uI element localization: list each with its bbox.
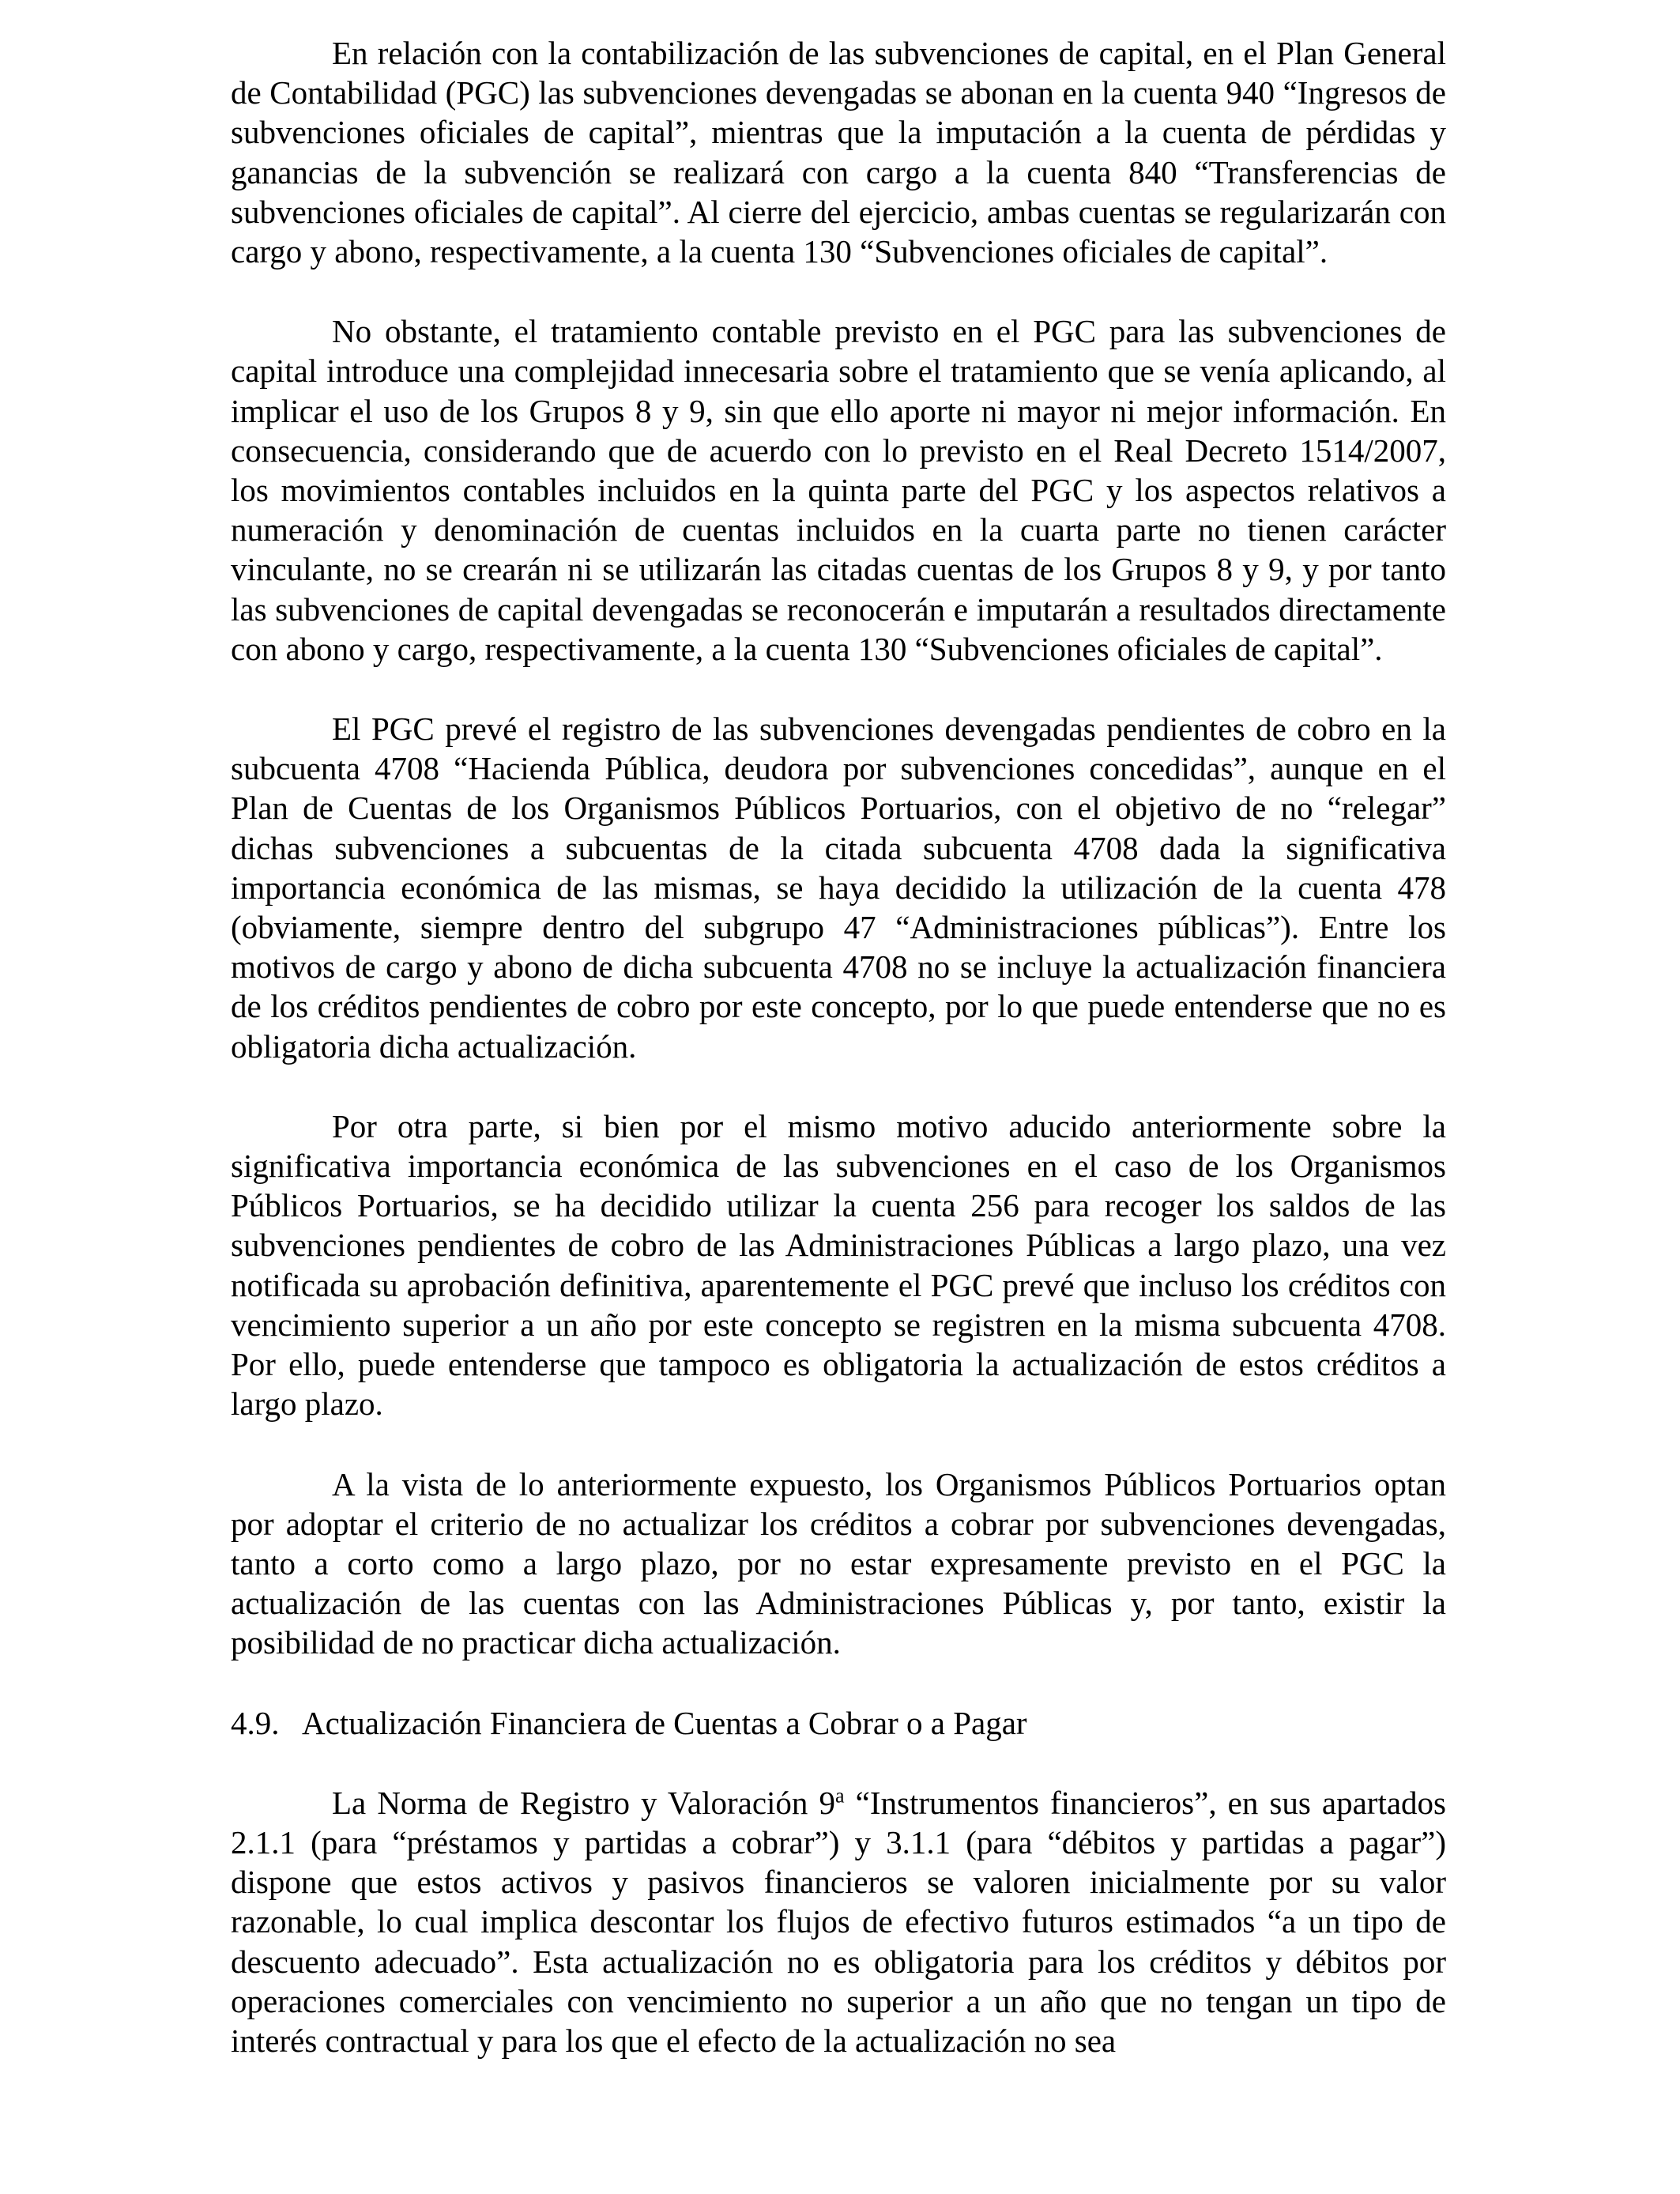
paragraph-registro-subcuenta-4708: El PGC prevé el registro de las subvenciones devengadas pendientes de cobro en la subcuenta 4708 “Hacienda Pública, deudora por subvenciones concedidas”, aunque en el Plan de Cuentas de los Organismos Públicos Portuarios, con el objetivo de no “relegar” dichas subvenciones a subcuentas de la citada subcuenta 4708 dada la significativa importancia económica de las mismas, se haya decidido la utilización de la cuenta 478 (obviamente, siempre dentro del subgrupo 47 “Administraciones públicas”). Entre los motivos de cargo y abono de dicha subcuenta 4708 no se incluye la actualización financiera de los créditos pendientes de cobro por este concepto, por lo que puede entenderse que no es obligatoria dicha actualización. xyxy=(231,711,1446,1065)
document-page xyxy=(231,33,1446,2060)
paragraph-criterio-no-actualizar: A la vista de lo anteriormente expuesto, los Organismos Públicos Portuarios optan por adoptar el criterio de no actualizar los créditos a cobrar por subvenciones devengadas, tanto a corto como a largo plazo, por no estar expresamente previsto en el PGC la actualización de las cuentas con las Administraciones Públicas y, por tanto, existir la posibilidad de no practicar dicha actualización. xyxy=(231,1465,1446,1661)
paragraph-tratamiento-contable: No obstante, el tratamiento contable previsto en el PGC para las subvenciones de capital introduce una complejidad innecesaria sobre el tratamiento que se venía aplicando, al implicar el uso de los Grupos 8 y 9, sin que ello aporte ni mayor ni mejor información. En consecuencia, considerando que de acuerdo con lo previsto en el Real Decreto 1514/2007, los movimientos contables incluidos en la quinta parte del PGC y los aspectos relativos a numeración y denominación de cuentas incluidos en la cuarta parte no tienen carácter vinculante, no se crearán ni se utilizarán las citadas cuentas de los Grupos 8 y 9, y por tanto las subvenciones de capital devengadas se reconocerán e imputarán a resultados directamente con abono y cargo, respectivamente, a la cuenta 130 “Subvenciones oficiales de capital”. xyxy=(231,313,1446,667)
ordinal-superscript: a xyxy=(835,1784,845,1808)
section-title: Actualización Financiera de Cuentas a Cobrar o a Pagar xyxy=(302,1704,1027,1741)
norma-text-rest: “Instrumentos financieros”, en sus apartados 2.1.1 (para “préstamos y partidas a cobrar”) y 3.1.1 (para “débitos y partidas a pagar”) dispone que estos activos y pasivos financieros se valoren inicialmente por su valor razonable, lo cual implica descontar los flujos de efectivo futuros estimados “a un tipo de descuento adecuado”. Esta actualización no es obligatoria para los créditos y débitos por operaciones comerciales con vencimiento no superior a un año que no tengan un tipo de interés contractual y para los que el efecto de la actualización no sea xyxy=(231,1784,1446,2059)
paragraph-norma-registro xyxy=(231,1783,1446,2060)
norma-text-start: La Norma de Registro y Valoración 9 xyxy=(332,1784,836,1821)
section-heading xyxy=(231,1703,1446,1743)
section-number: 4.9. xyxy=(231,1704,280,1741)
paragraph-cuenta-256: Por otra parte, si bien por el mismo motivo aducido anteriormente sobre la significativa importancia económica de las subvenciones en el caso de los Organismos Públicos Portuarios, se ha decidido utilizar la cuenta 256 para recoger los saldos de las subvenciones pendientes de cobro de las Administraciones Públicas a largo plazo, una vez notificada su aprobación definitiva, aparentemente el PGC prevé que incluso los créditos con vencimiento superior a un año por este concepto se registren en la misma subcuenta 4708. Por ello, puede entenderse que tampoco es obligatoria la actualización de estos créditos a largo plazo. xyxy=(231,1107,1446,1423)
paragraph-subvenciones-capital: En relación con la contabilización de las subvenciones de capital, en el Plan General de Contabilidad (PGC) las subvenciones devengadas se abonan en la cuenta 940 “Ingresos de subvenciones oficiales de capital”, mientras que la imputación a la cuenta de pérdidas y ganancias de la subvención se realizará con cargo a la cuenta 840 “Transferencias de subvenciones oficiales de capital”. Al cierre del ejercicio, ambas cuentas se regularizarán con cargo y abono, respectivamente, a la cuenta 130 “Subvenciones oficiales de capital”. xyxy=(231,35,1446,270)
